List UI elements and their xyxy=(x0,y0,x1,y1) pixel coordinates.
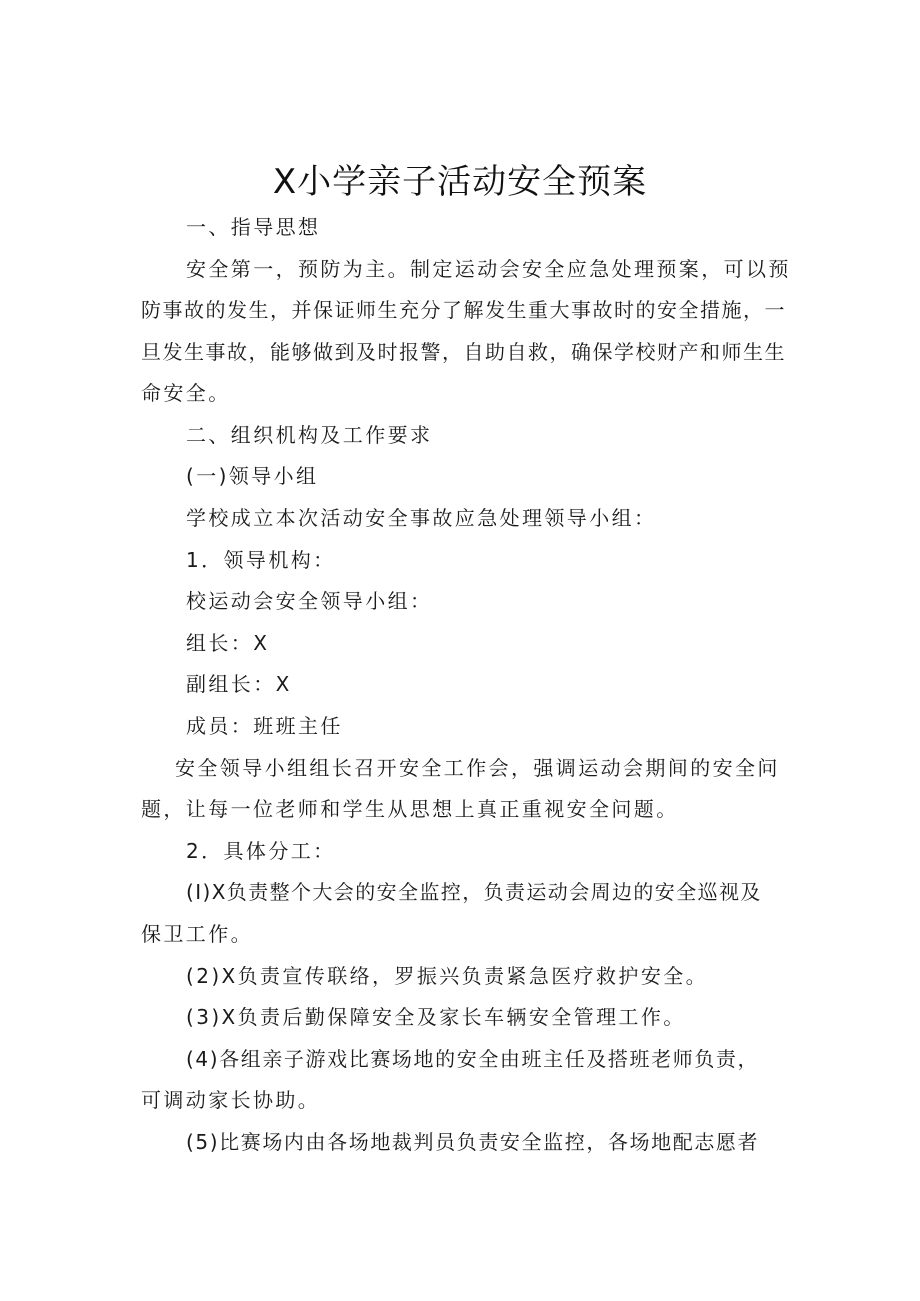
paragraph-line: 安全第一，预防为主。制定运动会安全应急处理预案，可以预 xyxy=(186,257,791,281)
document-title: X小学亲子活动安全预案 xyxy=(272,162,648,202)
paragraph-line: 学校成立本次活动安全事故应急处理领导小组： xyxy=(186,506,657,530)
paragraph-line: 旦发生事故，能够做到及时报警，自助自救，确保学校财产和师生生 xyxy=(141,340,786,364)
list-item: 副组长：X xyxy=(186,672,292,696)
paragraph-line: 安全领导小组组长召开安全工作会，强调运动会期间的安全问 xyxy=(175,756,780,780)
list-item: 组长：X xyxy=(186,631,270,655)
list-item: (4)各组亲子游戏比赛场地的安全由班主任及搭班老师负责， xyxy=(186,1047,760,1071)
paragraph-line: 命安全。 xyxy=(141,381,231,405)
paragraph-line: 校运动会安全领导小组： xyxy=(186,589,433,613)
list-item: 成员：班班主任 xyxy=(186,714,343,738)
paragraph-line: 保卫工作。 xyxy=(141,922,253,946)
paragraph-line: 可调动家长协助。 xyxy=(141,1088,321,1112)
heading-guiding-thought: 一、指导思想 xyxy=(186,215,321,239)
paragraph-line: 题，让每一位老师和学生从思想上真正重视安全问题。 xyxy=(141,797,679,821)
heading-organization: 二、组织机构及工作要求 xyxy=(186,423,433,447)
list-item: (3)X负责后勤保障安全及家长车辆安全管理工作。 xyxy=(186,1005,686,1029)
list-item: (5)比赛场内由各场地裁判员负责安全监控，各场地配志愿者 xyxy=(186,1130,760,1154)
list-item: (2)X负责宣传联络，罗振兴负责紧急医疗救护安全。 xyxy=(186,964,709,988)
list-item: 1．领导机构： xyxy=(186,548,336,572)
list-item: (I)X负责整个大会的安全监控，负责运动会周边的安全巡视及 xyxy=(186,880,762,904)
subheading-leadership-group: (一)领导小组 xyxy=(186,464,319,488)
paragraph-line: 防事故的发生，并保证师生充分了解发生重大事故时的安全措施，一 xyxy=(141,298,786,322)
list-item: 2．具体分工： xyxy=(186,839,336,863)
